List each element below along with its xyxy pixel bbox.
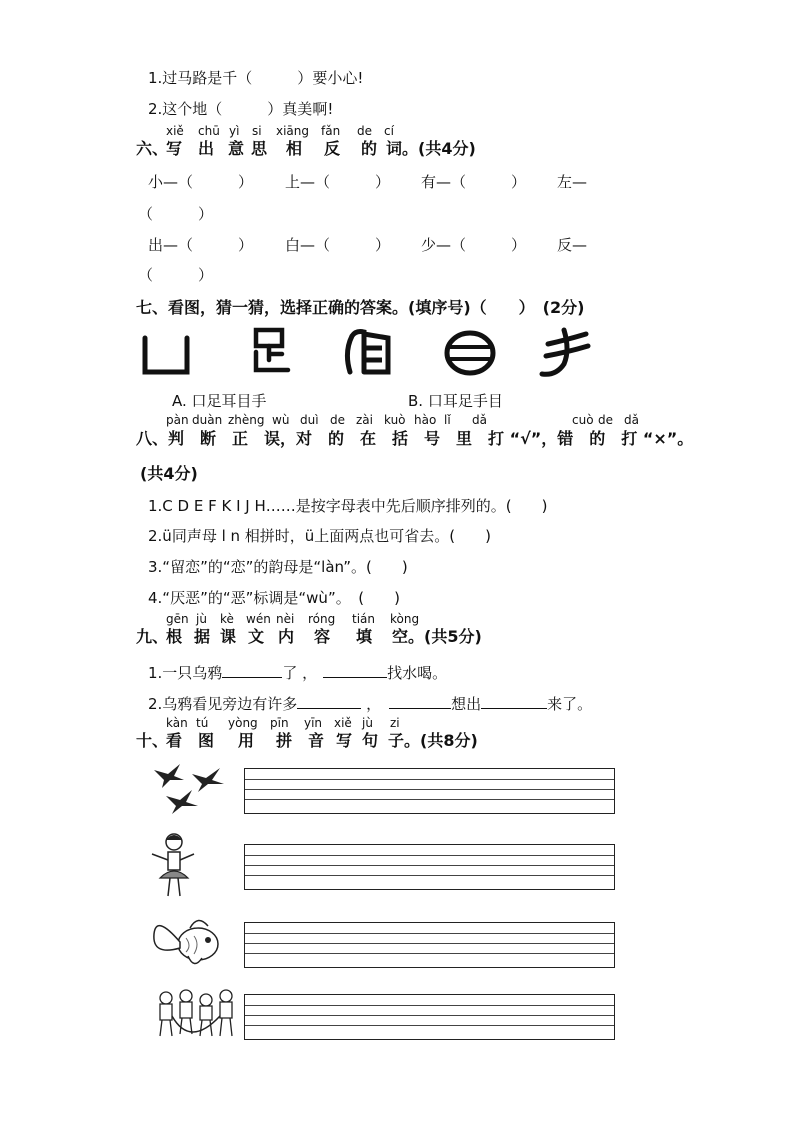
pinyin: cuò [572, 413, 594, 427]
pinyin: gēn [166, 612, 189, 626]
antonym-blank: 上—（ ） [285, 173, 391, 191]
pinyin: wù [272, 413, 290, 427]
answer-blank[interactable] [389, 692, 451, 709]
judge-question-1: 1.C D E F K I J H……是按字母表中先后顺序排列的。( ) [148, 497, 548, 515]
writing-rule [245, 865, 614, 866]
title-char: 文 [248, 627, 265, 646]
title-char: 出 [198, 139, 215, 158]
score: 。(共5分) [408, 627, 482, 646]
text: 想出 [451, 695, 482, 713]
pinyin: yòng [228, 716, 258, 730]
writing-box-4[interactable] [244, 994, 615, 1040]
writing-box-1[interactable] [244, 768, 615, 814]
pinyin: jù [196, 612, 207, 626]
title-char: 课 [220, 627, 237, 646]
fill-question-1 [148, 661, 447, 683]
pinyin: zhèng [228, 413, 265, 427]
pinyin: wén [246, 612, 271, 626]
writing-rule [245, 875, 614, 876]
s5-question-1: 1.过马路是千（ ）要小心! [148, 69, 364, 87]
pinyin: cí [384, 124, 394, 138]
antonym-blank: 反— [557, 236, 588, 254]
swallows-picture-icon [150, 762, 230, 818]
pinyin: kàn [166, 716, 188, 730]
answer-blank[interactable] [323, 661, 387, 678]
pinyin: kè [220, 612, 234, 626]
ancient-mouth-glyph-icon [140, 332, 192, 376]
pinyin: róng [308, 612, 336, 626]
title-char: 写 [336, 731, 353, 750]
title-char: 音 [308, 731, 325, 750]
ancient-foot-glyph-icon [244, 326, 294, 378]
pinyin: nèi [276, 612, 295, 626]
text: ， [361, 695, 382, 713]
s8-title [136, 426, 693, 449]
pinyin: jù [362, 716, 373, 730]
writing-rule [245, 1015, 614, 1016]
title-text: 判 断 正 误，对 的 在 括 号 里 打 “√”，错 的 打 “×”。 [168, 429, 694, 448]
pinyin: xiě [166, 124, 184, 138]
answer-blank[interactable] [222, 661, 282, 678]
title-char: 的 [361, 139, 378, 158]
antonym-blank: （ ） [138, 266, 214, 284]
pinyin: yīn [304, 716, 323, 730]
writing-rule [245, 953, 614, 954]
pinyin: duì [300, 413, 319, 427]
pinyin: xiě [334, 716, 352, 730]
ancient-ear-glyph-icon [342, 328, 394, 378]
pinyin: pīn [270, 716, 289, 730]
fill-question-2 [148, 692, 592, 714]
pinyin: de [357, 124, 372, 138]
antonym-blank: 有—（ ） [421, 173, 527, 191]
title-char: 意 [228, 139, 245, 158]
title-char: 根 [166, 627, 183, 646]
s5-question-2: 2.这个地（ ）真美啊! [148, 100, 334, 118]
title-char: 容 [314, 627, 331, 646]
antonym-blank: 少—（ ） [421, 236, 527, 254]
text: 2.乌鸦看见旁边有许多 [148, 695, 298, 713]
text: 来了。 [547, 695, 593, 713]
section-number: 八、 [136, 429, 169, 448]
pinyin: xiāng [276, 124, 310, 138]
pinyin: de [330, 413, 345, 427]
dancing-girl-picture-icon [150, 830, 196, 902]
writing-rule [245, 779, 614, 780]
text: 找水喝。 [387, 664, 448, 682]
antonym-blank: 左— [557, 173, 588, 191]
title-char: 内 [278, 627, 295, 646]
title-char: 写 [166, 139, 183, 158]
option-a: A. 口足耳目手 [172, 392, 267, 410]
judge-question-2: 2.ü同声母 l n 相拼时，ü上面两点也可省去。( ) [148, 527, 492, 545]
pinyin: tián [352, 612, 375, 626]
pinyin: lǐ [444, 413, 451, 427]
answer-blank[interactable] [481, 692, 547, 709]
pinyin: pàn [166, 413, 189, 427]
writing-rule [245, 1025, 614, 1026]
pinyin: dǎ [472, 413, 487, 427]
writing-rule [245, 933, 614, 934]
pinyin: kuò [384, 413, 406, 427]
s8-score: (共4分) [140, 464, 198, 483]
option-b: B. 口耳足手目 [408, 392, 503, 410]
title-char: 思 [251, 139, 268, 158]
judge-question-4: 4.“厌恶”的“恶”标调是“wù”。 ( ) [148, 589, 400, 607]
pinyin: kòng [390, 612, 420, 626]
pinyin: de [598, 413, 613, 427]
writing-box-3[interactable] [244, 922, 615, 968]
pinyin: chū [198, 124, 220, 138]
title-char: 相 [286, 139, 303, 158]
title-char: 反 [324, 139, 341, 158]
title-char: 看 [166, 731, 183, 750]
title-char: 图 [198, 731, 215, 750]
title-char: 拼 [276, 731, 293, 750]
pinyin: dǎ [624, 413, 639, 427]
children-jump-rope-picture-icon [150, 986, 238, 1044]
antonym-blank: 小—（ ） [148, 173, 254, 191]
score: 。(共8分) [404, 731, 478, 750]
title-char: 用 [238, 731, 255, 750]
goldfish-picture-icon [150, 912, 226, 974]
pinyin: yì [229, 124, 240, 138]
antonym-blank: （ ） [138, 205, 214, 223]
pinyin: zài [356, 413, 373, 427]
ancient-hand-glyph-icon [538, 326, 594, 378]
antonym-blank: 白—（ ） [285, 236, 391, 254]
pinyin: duàn [192, 413, 223, 427]
answer-blank[interactable] [297, 692, 361, 709]
writing-rule [245, 855, 614, 856]
judge-question-3: 3.“留恋”的“恋”的韵母是“làn”。( ) [148, 558, 408, 576]
title-char: 词 [386, 139, 403, 158]
s7-title: 七、看图，猜一猜，选择正确的答案。(填序号)（ ） (2分) [136, 298, 585, 317]
title-char: 句 [362, 731, 379, 750]
section-number: 十、 [136, 731, 169, 750]
writing-rule [245, 1005, 614, 1006]
ancient-eye-glyph-icon [444, 328, 496, 378]
writing-box-2[interactable] [244, 844, 615, 890]
score: 。(共4分) [402, 139, 476, 158]
pinyin: tú [196, 716, 209, 730]
pinyin: zi [390, 716, 400, 730]
pinyin: si [252, 124, 262, 138]
antonym-blank: 出—（ ） [148, 236, 254, 254]
text: 1.一只乌鸦 [148, 664, 223, 682]
writing-rule [245, 789, 614, 790]
title-char: 空 [392, 627, 409, 646]
writing-rule [245, 943, 614, 944]
pinyin: hào [414, 413, 437, 427]
section-number: 六、 [136, 139, 169, 158]
section-number: 九、 [136, 627, 169, 646]
text: 了 ， [282, 664, 318, 682]
writing-rule [245, 799, 614, 800]
pinyin: fǎn [321, 124, 341, 138]
title-char: 子 [388, 731, 405, 750]
title-char: 据 [194, 627, 211, 646]
title-char: 填 [356, 627, 373, 646]
